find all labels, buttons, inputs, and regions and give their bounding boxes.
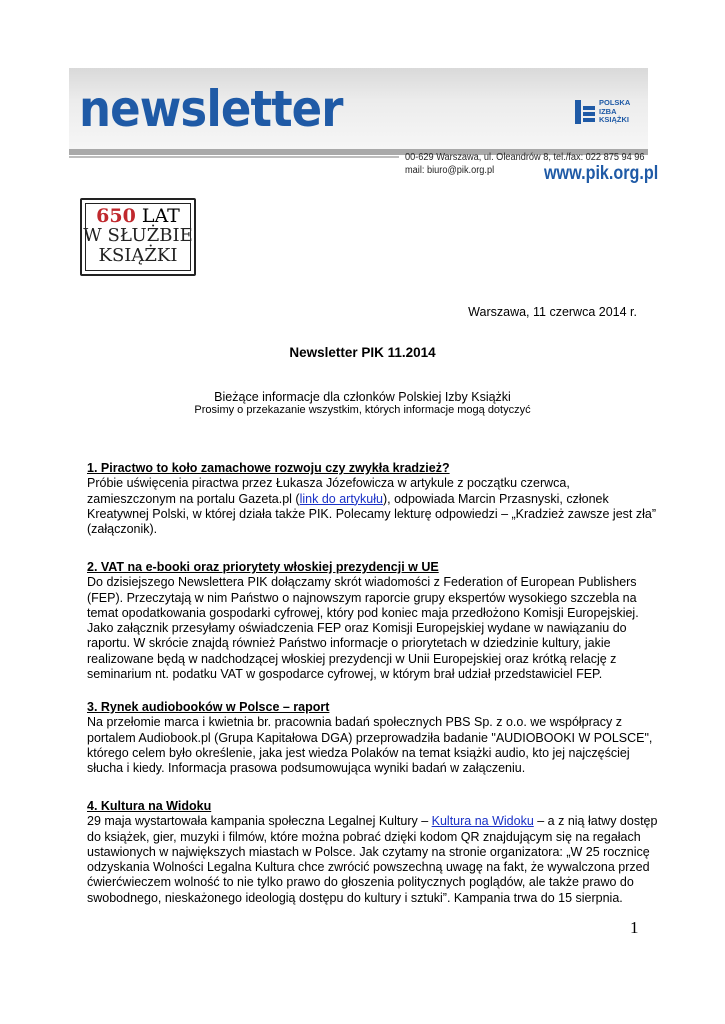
section-1 (87, 461, 656, 537)
website-link[interactable]: www.pik.org.pl (544, 163, 659, 184)
section-4 (87, 799, 658, 906)
page-number: 1 (630, 918, 639, 937)
newsletter-header-banner (69, 68, 659, 188)
section-2-heading: 2. VAT na e-booki oraz priorytety włoskiej prezydencji w UE (87, 560, 439, 574)
section-4-text: – a z nią łatwy dostęp (533, 814, 658, 829)
section-3-body (87, 715, 653, 776)
section-4-line: odzyskania Wolności Legalna Kultura chce zwrócić powszechną uwagę na fakt, że wywalczona przed (87, 860, 650, 875)
section-3-line: którego celem było określenie, jaka jest wiedza Polaków na temat książki audio, kto jej najczęściej (87, 745, 630, 760)
pik-logo-line-1: POLSKA (599, 98, 631, 107)
section-1-text: zamieszczonym na portalu Gazeta.pl ( (87, 491, 300, 506)
section-2-body (87, 575, 647, 682)
section-1-line: Próbie uświęcenia piractwa przez Łukasza Józefowicza w artykule z początku czerwca, (87, 476, 570, 491)
section-2-line: Do dzisiejszego Newslettera PIK dołączamy skrót wiadomości z Federation of European Publishers (87, 575, 637, 590)
document-title: Newsletter PIK 11.2014 (289, 345, 436, 360)
kultura-na-widoku-link[interactable]: Kultura na Widoku (431, 814, 534, 829)
section-2-line: temat opodatkowania gospodarki cyfrowej, który pod koniec maja przedłożono Komisji Europejskiej. (87, 605, 639, 620)
badge-line-3: KSIĄŻKI (98, 245, 178, 266)
pik-logo-line-2: IZBA (599, 106, 617, 116)
pik-logo-icon (575, 100, 595, 124)
badge-line-2: W SŁUŻBIE (83, 225, 193, 246)
section-3-line: słucha i kiedy. Informacja prasowa podsumowująca wyniki badań w załączeniu. (87, 761, 526, 776)
banner-divider-thin (69, 156, 399, 158)
section-1-line (87, 492, 647, 507)
section-2-line: (FEP). Przeczytają w nim Państwo o najnowszym raporcie grupy ekspertów wysokiego szczebla na (87, 590, 637, 605)
newsletter-title: newsletter (79, 80, 343, 138)
section-2-line: seminarium nt. podatku VAT w gospodarce cyfrowej, w którym brał udział przedstawiciel FEP. (87, 667, 603, 682)
section-4-line (87, 814, 658, 829)
document-subtitle-note: Prosimy o przekazanie wszystkim, których informacje mogą dotyczyć (194, 404, 531, 416)
section-2-line: raportu. W skrócie znajdą również Państwo informacje o priorytetach w dziedzinie kultury, jakie (87, 636, 611, 651)
badge-number: 650 (96, 205, 136, 227)
section-1-heading: 1. Piractwo to koło zamachowe rozwoju czy zwykła kradzież? (87, 461, 450, 475)
section-2 (87, 560, 647, 682)
section-4-line: ćwierćwieczem wolność to nie tylko prawo do głoszenia politycznych poglądów, ale także prawo do (87, 875, 634, 890)
section-4-body (87, 814, 658, 906)
section-1-body (87, 476, 656, 537)
document-subtitle: Bieżące informacje dla członków Polskiej Izby Książki (214, 390, 511, 404)
section-4-heading: 4. Kultura na Widoku (87, 799, 212, 813)
mail-line: mail: biuro@pik.org.pl (405, 165, 495, 176)
document-date: Warszawa, 11 czerwca 2014 r. (468, 305, 637, 319)
address-line: 00-629 Warszawa, ul. Oleandrów 8, tel./fax: 022 875 94 96 (405, 152, 645, 163)
section-2-line: Jako załącznik przesyłamy oświadczenia FEP oraz Komisji Europejskiej wydane w nawiązaniu do (87, 621, 627, 636)
section-3-heading: 3. Rynek audiobooków w Polsce – raport (87, 700, 330, 714)
section-3 (87, 700, 653, 776)
article-link[interactable]: link do artykułu (299, 491, 383, 506)
section-4-line: ustawionych w największych miastach w Polsce. Jak czytamy na stronie organizatora: „W 25 rocznicę (87, 844, 650, 859)
section-1-text: ), odpowiada Marcin Przasnyski, członek (382, 491, 609, 506)
pik-logo (575, 100, 655, 126)
section-3-line: Na przełomie marca i kwietnia br. pracownia badań społecznych PBS Sp. z o.o. we współpracy z (87, 715, 622, 730)
section-1-line: Kreatywnej Polski, w której działa także PIK. Polecamy lekturę odpowiedzi – „Kradzież zawsze jest zła” (87, 506, 656, 521)
section-4-line: swobodnego, nieskażonego ideologią dostępu do kultury i sztuki”. Kampania trwa do 15 sierpnia. (87, 890, 623, 905)
badge-word: LAT (141, 205, 180, 227)
section-1-line: (załączonik). (87, 522, 158, 537)
anniversary-badge (80, 198, 196, 276)
section-2-line: realizowane będą w nadchodzącej włoskiej prezydencji w Unii Europejskiej oraz krótką relację z (87, 651, 617, 666)
section-3-line: portalem Audiobook.pl (Grupa Kapitałowa DGA) przeprowadziła badanie "AUDIOBOOKI W POLSCE", (87, 730, 653, 745)
pik-logo-line-3: KSIĄŻKI (599, 115, 629, 124)
section-4-text: 29 maja wystartowała kampania społeczna Legalnej Kultury – (87, 814, 432, 829)
section-4-line: do książek, gier, muzyki i filmów, które można pobrać dzięki kodom QR znajdującym się na regałach (87, 829, 641, 844)
